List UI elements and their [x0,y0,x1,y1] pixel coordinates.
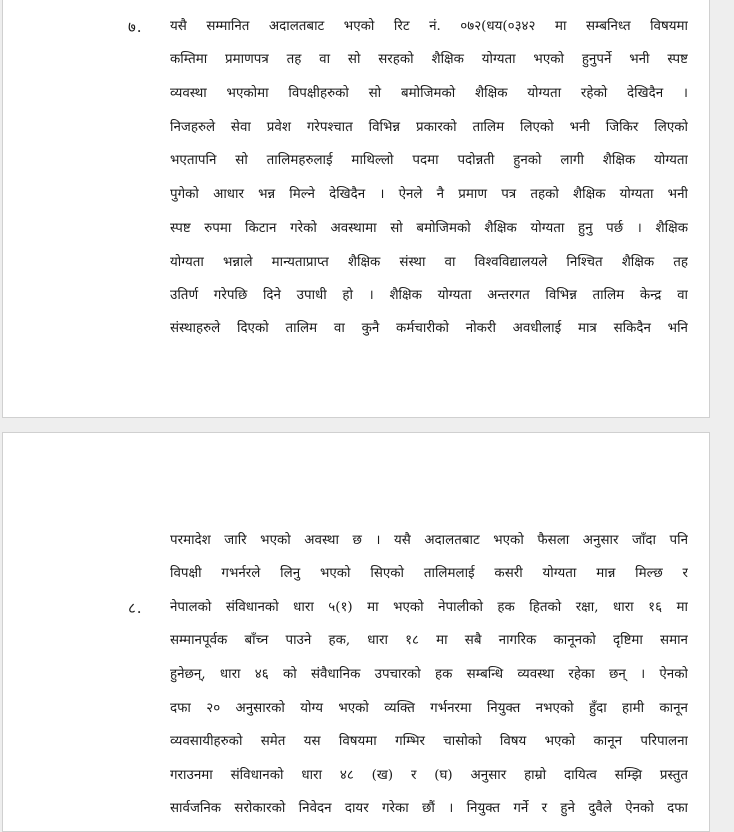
text-line: यसै सम्मानित अदालतबाट भएको रिट नं. ०७२(धय(०३४२ मा सम्बनिध्त विषयमा [170,19,688,34]
text-line: पुगेको आधार भन्न मिल्ने देखिदैन । ऐनले नै प्रमाण पत्र तहको शैक्षिक योग्यता भनी [170,187,688,202]
text-line: योग्यता भन्नाले मान्यताप्राप्त शैक्षिक संस्था वा विश्वविद्यालयले निश्चित शैक्षिक तह [170,255,688,270]
text-line: सम्मानपूर्वक बाँच्न पाउने हक, धारा १८ मा सबै नागरिक कानूनको दृष्टिमा समान [170,633,688,648]
text-line: हुनेछन्, धारा ४६ को संवैधानिक उपचारको हक सम्बन्धि व्यवस्था रहेका छन् । ऐनको [170,667,688,682]
text-line: विपक्षी गभर्नरले लिनु भएको सिएको तालिमलाई कसरी योग्यता मान्न मिल्छ र [170,566,688,581]
text-line: व्यवसायीहरुको समेत यस विषयमा गम्भिर चासोको विषय भएको कानून परिपालना [170,734,688,749]
text-line: भएतापनि सो तालिमहरुलाई माथिल्लो पदमा पदोन्नती हुनको लागी शैक्षिक योग्यता [170,153,688,168]
text-line: सार्वजनिक सरोकारको निवेदन दायर गरेका छौं । नियुक्त गर्ने र हुने दुवैले ऐनको दफा [170,801,688,816]
page-2 [2,432,710,832]
text-line: गराउनमा संविधानको धारा ४८ (ख) र (घ) अनुसार हाम्रो दायित्व सम्झि प्रस्तुत [170,768,688,783]
text-line: नेपालको संविधानको धारा ५(१) मा भएको नेपालीको हक हितको रक्षा, धारा १६ मा [170,600,688,615]
paragraph-number: ८. [128,599,143,617]
paragraph-number: ७. [128,18,143,36]
page-1 [2,0,710,418]
text-line: कम्तिमा प्रमाणपत्र तह वा सो सरहको शैक्षिक योग्यता भएको हुनुपर्ने भनी स्पष्ट [170,52,688,67]
text-line: दफा २० अनुसारको योग्य भएको व्यक्ति गर्भनरमा नियुक्त नभएको हुँदा हामी कानून [170,701,688,716]
text-line: संस्थाहरुले दिएको तालिम वा कुनै कर्मचारीको नोकरी अवधीलाई मात्र सकिदैन भनि [170,321,688,336]
text-line: उतिर्ण गरेपछि दिने उपाधी हो । शैक्षिक योग्यता अन्तरगत विभिन्न तालिम केन्द्र वा [170,288,688,303]
text-line: स्पष्ट रुपमा किटान गरेको अवस्थामा सो बमोजिमको शैक्षिक योग्यता हुनु पर्छ । शैक्षिक [170,221,688,236]
text-line: परमादेश जारि भएको अवस्था छ । यसै अदालतबाट भएको फैसला अनुसार जाँदा पनि [170,533,688,548]
text-line: निजहरुले सेवा प्रवेश गरेपश्चात विभिन्न प्रकारको तालिम लिएको भनी जिकिर लिएको [170,120,688,135]
text-line: व्यवस्था भएकोमा विपक्षीहरुको सो बमोजिमको शैक्षिक योग्यता रहेको देखिदैन । [170,86,688,101]
